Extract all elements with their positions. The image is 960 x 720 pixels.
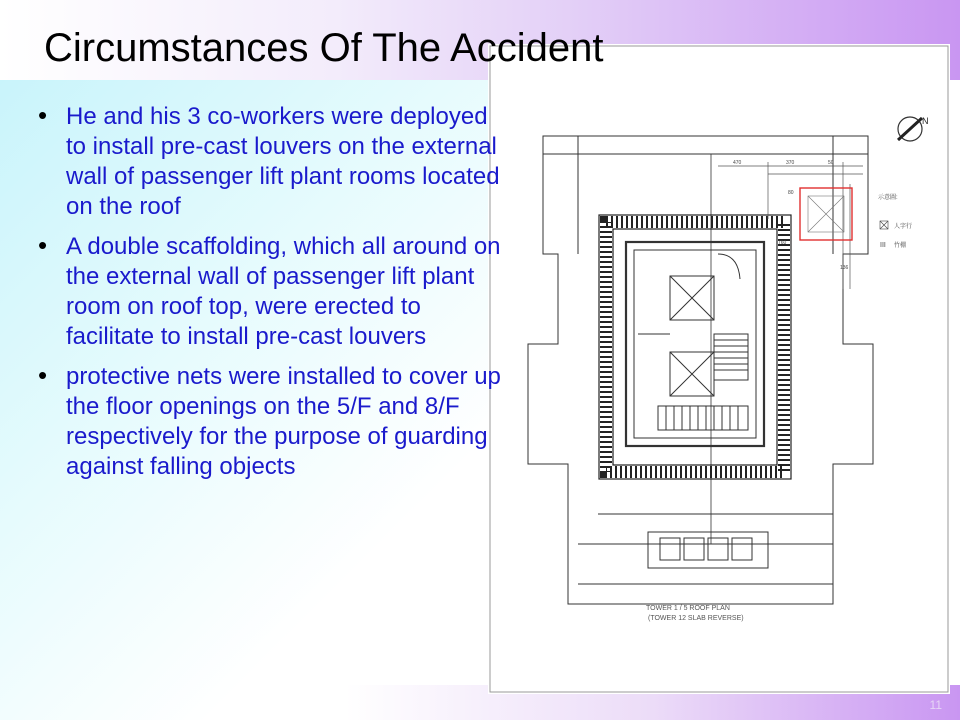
bullet-item bbox=[36, 102, 506, 222]
dim-label: 80 bbox=[788, 190, 794, 196]
roof-plan-drawing bbox=[488, 44, 950, 694]
lift-car-2 bbox=[684, 538, 704, 560]
bullet-icon: • bbox=[38, 230, 48, 260]
stair-1 bbox=[714, 334, 748, 380]
page-number: 11 bbox=[929, 698, 942, 712]
bullet-item bbox=[36, 232, 506, 352]
dim-label: 760 bbox=[778, 240, 787, 246]
svg-text:III: III bbox=[880, 242, 886, 249]
svg-text:人字行: 人字行 bbox=[894, 224, 913, 230]
plant-room-wall bbox=[626, 242, 764, 446]
dim-label: 370 bbox=[786, 160, 795, 166]
svg-text:示意圖:: 示意圖: bbox=[878, 195, 898, 201]
dim-label: 136 bbox=[840, 265, 849, 271]
dim-label: 470 bbox=[733, 160, 742, 166]
lift-car-4 bbox=[732, 538, 752, 560]
svg-text:竹棚: 竹棚 bbox=[894, 243, 907, 249]
svg-text:N: N bbox=[922, 116, 929, 126]
plan-caption bbox=[646, 605, 744, 622]
lift-car-1 bbox=[660, 538, 680, 560]
dim-label: 50 bbox=[828, 160, 834, 166]
legend bbox=[878, 193, 912, 249]
highlight-box bbox=[800, 188, 852, 240]
slide-title: Circumstances Of The Accident bbox=[44, 26, 604, 70]
roof-plan-svg bbox=[488, 44, 950, 694]
bullet-icon: • bbox=[38, 360, 48, 390]
scaffolding-ring bbox=[599, 215, 791, 479]
svg-text:TOWER 1 / 5 ROOF PLAN: TOWER 1 / 5 ROOF PLAN bbox=[646, 605, 730, 612]
bullet-text: A double scaffolding, which all around on the external wall of passenger lift plant room on roof top, were erected to facilitate to install pre-cast louvers bbox=[66, 233, 501, 350]
svg-text:(TOWER 12 SLAB REVERSE): (TOWER 12 SLAB REVERSE) bbox=[648, 615, 744, 622]
bullet-text: protective nets were installed to cover up the floor openings on the 5/F and 8/F respectively for the purpose of guarding against falling objects bbox=[66, 363, 501, 480]
drawing-frame bbox=[490, 46, 948, 692]
bullet-icon: • bbox=[38, 100, 48, 130]
door-swing bbox=[718, 254, 740, 279]
bullet-item bbox=[36, 362, 506, 482]
bullet-list bbox=[36, 102, 506, 492]
building-outline bbox=[528, 136, 873, 604]
bullet-text: He and his 3 co-workers were deployed to install pre-cast louvers on the external wall of passenger lift plant rooms located on the roof bbox=[66, 103, 500, 220]
stair-2 bbox=[658, 406, 748, 430]
north-arrow-icon bbox=[898, 116, 929, 141]
